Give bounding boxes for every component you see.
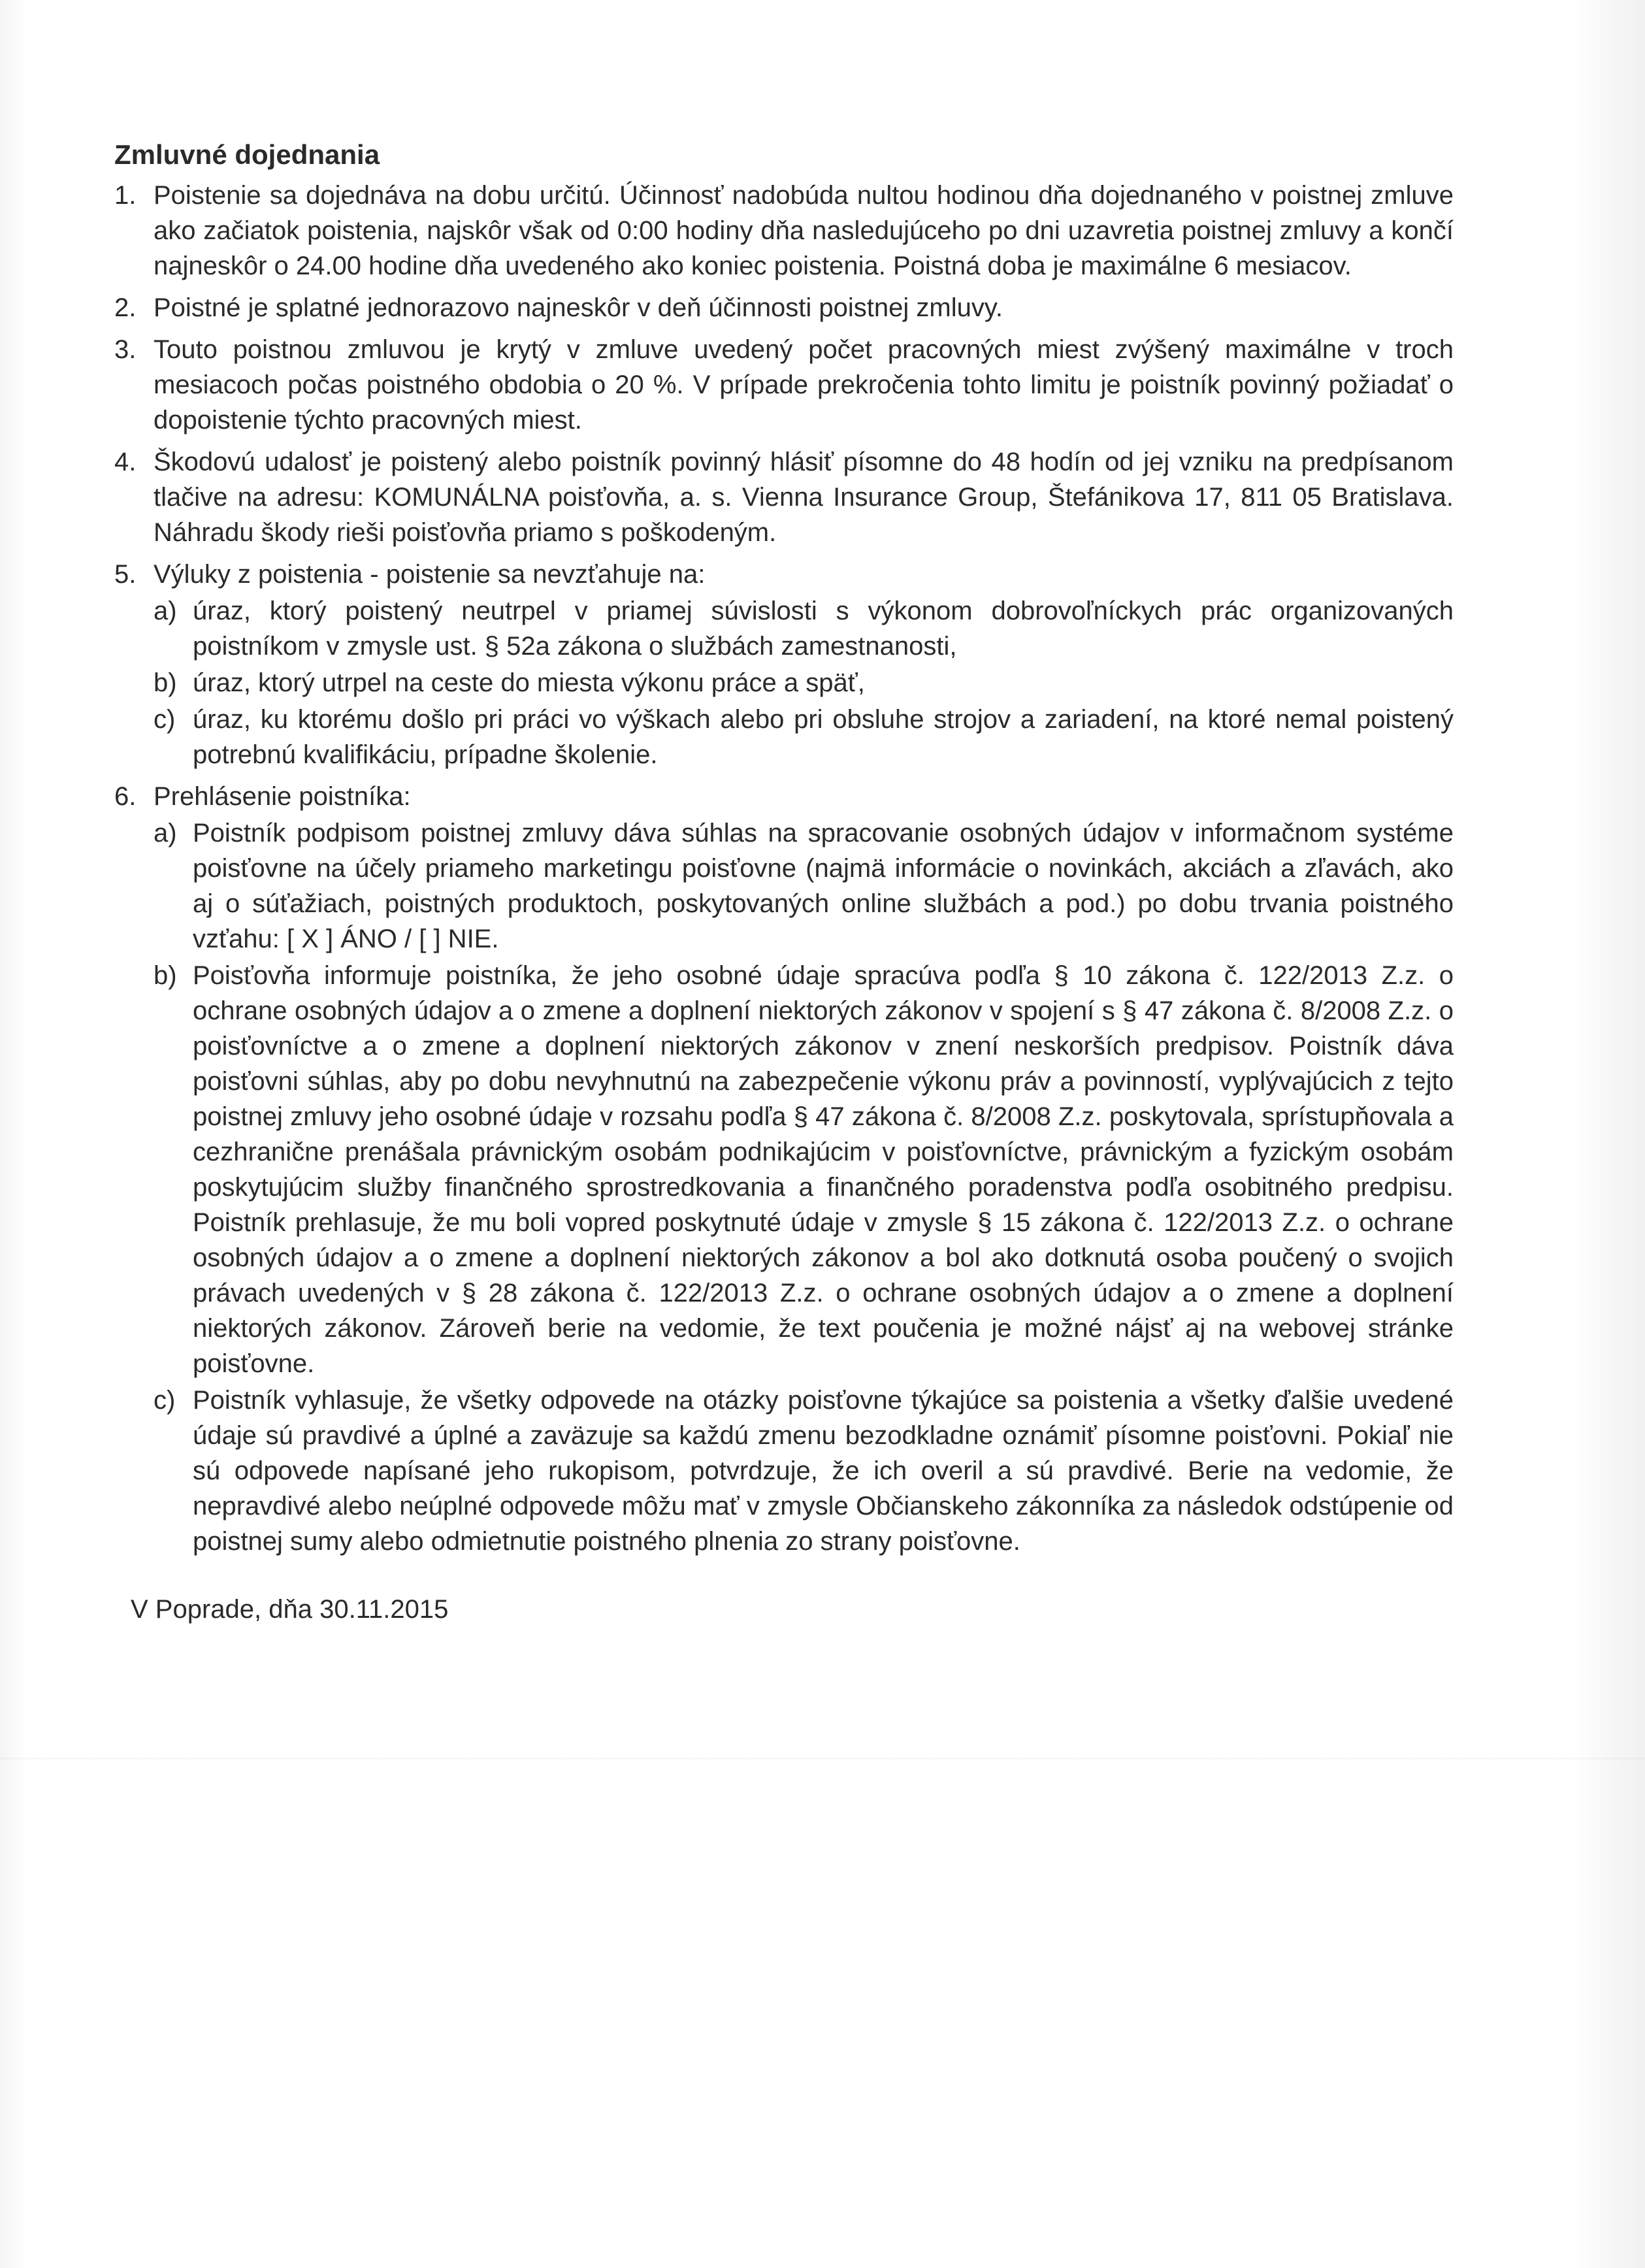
clause-number: 2. xyxy=(114,293,137,322)
clause-text: Škodovú udalosť je poistený alebo poistník povinný hlásiť písomne do 48 hodín od jej vzniku na predpísanom tlačive na adresu: KOMUNÁLNA poisťovňa, a. s. Vienna Insurance Group, Štefánikova 17, 811 05 Bratislava. Náhradu škody rieši poisťovňa priamo s poškodeným. xyxy=(154,448,1454,547)
declaration-item xyxy=(154,1383,1454,1559)
clause-number: 1. xyxy=(114,181,137,210)
clause-number: 6. xyxy=(114,782,137,811)
document-content xyxy=(114,137,1454,1627)
clause-text: Poistné je splatné jednorazovo najneskôr v deň účinnosti poistnej zmluvy. xyxy=(154,293,1003,322)
item-text: Poisťovňa informuje poistníka, že jeho osobné údaje spracúva podľa § 10 zákona č. 122/2013 Z.z. o ochrane osobných údajov a o zmene a doplnení niektorých zákonov v spojení s § 47 zákona č. 8/2008 Z.z. o poisťovníctve a o zmene a doplnení niektorých zákonov v znení neskorších predpisov. Poistník dáva poisťovni súhlas, aby po dobu nevyhnutnú na zabezpečenie výkonu práv a povinností, vyplývajúcich z tejto poistnej zmluvy jeho osobné údaje v rozsahu podľa § 47 zákona č. 8/2008 Z.z. poskytovala, sprístupňovala a cezhranične prenášala právnickým osobám podnikajúcim v poisťovníctve, právnickým a fyzickým osobám poskytujúcim služby finančného sprostredkovania a finančného poradenstva podľa osobitného predpisu. Poistník prehlasuje, že mu boli vopred poskytnuté údaje v zmysle § 15 zákona č. 122/2013 Z.z. o ochrane osobných údajov a o zmene a doplnení niektorých zákonov a bol ako dotknutá osoba poučený o svojich právach uvedených v § 28 zákona č. 122/2013 Z.z. o ochrane osobných údajov a o zmene a doplnení niektorých zákonov. Zároveň berie na vedomie, že text poučenia je možné nájsť aj na webovej stránke poisťovne. xyxy=(193,961,1454,1378)
exclusion-item xyxy=(154,593,1454,664)
clause-text: Touto poistnou zmluvou je krytý v zmluve uvedený počet pracovných miest zvýšený maximálne v troch mesiacoch počas poistného obdobia o 20 %. V prípade prekročenia tohto limitu je poistník povinný požiadať o dopoistenie týchto pracovných miest. xyxy=(154,335,1454,435)
clause-6 xyxy=(114,779,1454,1559)
item-text: Poistník podpisom poistnej zmluvy dáva súhlas na spracovanie osobných údajov v informačnom systéme poisťovne na účely priameho marketingu poisťovne (najmä informácie o novinkách, akciách a zľavách, ako aj o súťažiach, poistných produktoch, poskytovaných online službách a pod.) po dobu trvania poistného vzťahu: [ X ] ÁNO / [ ] NIE. xyxy=(193,819,1454,953)
clause-number: 5. xyxy=(114,560,137,589)
exclusion-item xyxy=(154,702,1454,772)
item-text: Poistník vyhlasuje, že všetky odpovede na otázky poisťovne týkajúce sa poistenia a všetky ďalšie uvedené údaje sú pravdivé a úplné a zaväzuje sa každú zmenu bezodkladne oznámiť písomne poisťovni. Pokiaľ nie sú odpovede napísané jeho rukopisom, potvrdzuje, že ich overil a sú pravdivé. Berie na vedomie, že nepravdivé alebo neúplné odpovede môžu mať v zmysle Občianskeho zákonníka za následok odstúpenie od poistnej sumy alebo odmietnutie poistného plnenia zo strany poisťovne. xyxy=(193,1386,1454,1556)
clause-1 xyxy=(114,178,1454,284)
item-letter: c) xyxy=(154,705,176,734)
exclusion-item xyxy=(154,665,1454,700)
item-text: úraz, ktorý poistený neutrpel v priamej súvislosti s výkonom dobrovoľníckych prác organizovaných poistníkom v zmysle ust. § 52a zákona o službách zamestnanosti, xyxy=(193,597,1454,661)
clause-text: Poistenie sa dojednáva na dobu určitú. Účinnosť nadobúda nultou hodinou dňa dojednaného v poistnej zmluve ako začiatok poistenia, najskôr však od 0:00 hodiny dňa nasledujúceho po dni uzavretia poistnej zmluvy a končí najneskôr o 24.00 hodine dňa uvedeného ako koniec poistenia. Poistná doba je maximálne 6 mesiacov. xyxy=(154,181,1454,280)
declaration-item xyxy=(154,815,1454,957)
paper-fold-shadow xyxy=(0,1758,1645,1760)
clause-2 xyxy=(114,290,1454,325)
clause-text: Prehlásenie poistníka: xyxy=(154,782,411,811)
item-text: úraz, ktorý utrpel na ceste do miesta výkonu práce a späť, xyxy=(193,668,865,697)
clause-text: Výluky z poistenia - poistenie sa nevzťahuje na: xyxy=(154,560,706,589)
clause-4 xyxy=(114,444,1454,550)
item-text: úraz, ku ktorému došlo pri práci vo výškach alebo pri obsluhe strojov a zariadení, na ktoré nemal poistený potrebnú kvalifikáciu, prípadne školenie. xyxy=(193,705,1454,769)
declarations-list xyxy=(114,815,1454,1559)
clause-number: 3. xyxy=(114,335,137,364)
item-letter: a) xyxy=(154,819,177,847)
clause-3 xyxy=(114,332,1454,438)
clause-5 xyxy=(114,557,1454,772)
exclusions-list xyxy=(114,593,1454,772)
place-and-date: V Poprade, dňa 30.11.2015 xyxy=(131,1595,449,1624)
item-letter: b) xyxy=(154,668,177,697)
item-letter: b) xyxy=(154,961,177,990)
declaration-item xyxy=(154,958,1454,1381)
item-letter: c) xyxy=(154,1386,176,1415)
section-heading: Zmluvné dojednania xyxy=(114,139,380,170)
item-letter: a) xyxy=(154,597,177,625)
clause-number: 4. xyxy=(114,448,137,476)
